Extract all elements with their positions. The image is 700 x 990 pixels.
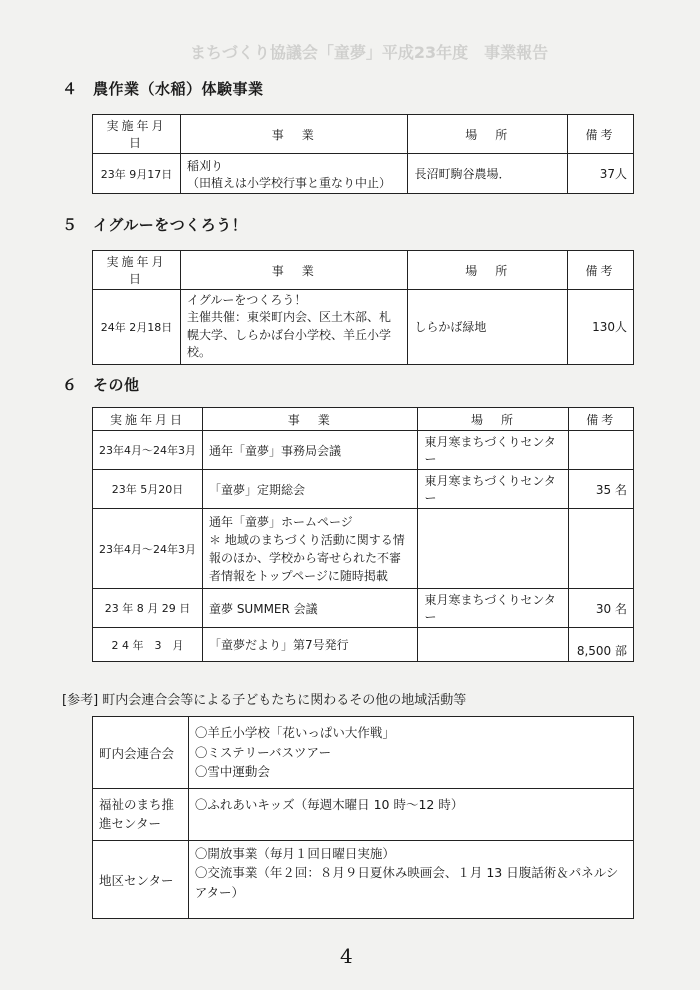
row-date: 23年 5月20日	[93, 470, 203, 509]
row-date: 24年 2月18日	[93, 290, 181, 365]
table-row	[93, 589, 634, 628]
row-event: 「童夢だより」第7号発行	[203, 628, 418, 662]
reference-table	[92, 716, 634, 919]
header-date: 実施年月日	[93, 251, 181, 290]
row-note: 130人	[568, 290, 634, 365]
row-org: 町内会連合会	[93, 717, 189, 789]
row-date: 2 4 年 3 月	[93, 628, 203, 662]
table-row	[93, 789, 634, 841]
table-header-row	[93, 251, 634, 290]
row-date: 23年4月～24年3月	[93, 509, 203, 589]
row-note: 37人	[568, 154, 634, 194]
row-event: 稲刈り （田植えは小学校行事と重なり中止）	[180, 154, 407, 194]
section-5-title: ５ イグルーをつくろう！	[62, 216, 248, 234]
table-row	[93, 290, 634, 365]
row-event: イグルーをつくろう！ 主催共催：東栄町内会、区土木部、札幌大学、しらかば台小学校、羊丘小学校。	[180, 290, 407, 365]
row-items	[188, 717, 633, 789]
header-date: 実施年月日	[93, 115, 181, 154]
row-org: 地区センター	[93, 841, 189, 919]
show-through-header: まちづくり協議会「童夢」平成23年度 事業報告	[190, 43, 549, 62]
table-row	[93, 154, 634, 194]
row-event: 通年「童夢」事務局会議	[203, 431, 418, 470]
row-note: 35 名	[569, 470, 634, 509]
table-row	[93, 841, 634, 919]
row-note: 30 名	[569, 589, 634, 628]
table-row	[93, 717, 634, 789]
section-4-title: ４ 農作業（水稲）体験事業	[62, 80, 264, 98]
section-4-table	[92, 114, 634, 194]
row-org: 福祉のまち推進センター	[93, 789, 189, 841]
header-event: 事 業	[203, 408, 418, 431]
table-row	[93, 509, 634, 589]
row-note: 8,500 部	[569, 628, 634, 662]
row-place: 東月寒まちづくりセンター	[418, 589, 569, 628]
table-row	[93, 431, 634, 470]
row-place	[418, 509, 569, 589]
row-event: 童夢 SUMMER 会議	[203, 589, 418, 628]
row-event: 通年「童夢」ホームページ ＊ 地域のまちづくり活動に関する情報のほか、学校から寄せられた不審者情報をトップページに随時掲載	[203, 509, 418, 589]
row-place	[418, 628, 569, 662]
header-date: 実施年月日	[93, 408, 203, 431]
header-event: 事 業	[180, 251, 407, 290]
row-note	[569, 431, 634, 470]
row-date: 23 年 8 月 29 日	[93, 589, 203, 628]
table-row	[93, 628, 634, 662]
row-date: 23年 9月17日	[93, 154, 181, 194]
reference-title: [参考] 町内会連合会等による子どもたちに関わるその他の地域活動等	[62, 693, 467, 708]
header-note: 備考	[569, 408, 634, 431]
header-note: 備考	[568, 251, 634, 290]
row-place: 長沼町駒谷農場．	[408, 154, 568, 194]
table-header-row	[93, 115, 634, 154]
row-items	[188, 841, 633, 919]
list-item: 〇ミステリーバスツアー	[194, 744, 332, 760]
header-place: 場 所	[408, 115, 568, 154]
row-note	[569, 509, 634, 589]
header-note: 備考	[568, 115, 634, 154]
row-place: しらかば緑地	[408, 290, 568, 365]
list-item: 〇雪中運動会	[194, 764, 270, 780]
header-event: 事 業	[180, 115, 407, 154]
list-item: 〇羊丘小学校「花いっぱい大作戦」	[194, 725, 395, 741]
row-place: 東月寒まちづくりセンター	[418, 431, 569, 470]
section-6-table	[92, 407, 634, 662]
row-place: 東月寒まちづくりセンター	[418, 470, 569, 509]
list-item: 〇ふれあいキッズ（毎週木曜日 10 時～12 時）	[194, 797, 464, 812]
row-date: 23年4月～24年3月	[93, 431, 203, 470]
page-number: 4	[340, 944, 353, 968]
row-event: 「童夢」定期総会	[203, 470, 418, 509]
table-row	[93, 470, 634, 509]
section-6-title: ６ その他	[62, 376, 140, 394]
row-items	[188, 789, 633, 841]
table-header-row	[93, 408, 634, 431]
list-item: 〇開放事業（毎月１回日曜日実施）	[194, 846, 395, 861]
header-place: 場 所	[408, 251, 568, 290]
section-5-table	[92, 250, 634, 365]
list-item: 〇交流事業（年２回：８月９日夏休み映画会、１月 13 日腹話術＆パネルシアター）	[194, 865, 619, 900]
header-place: 場 所	[418, 408, 569, 431]
